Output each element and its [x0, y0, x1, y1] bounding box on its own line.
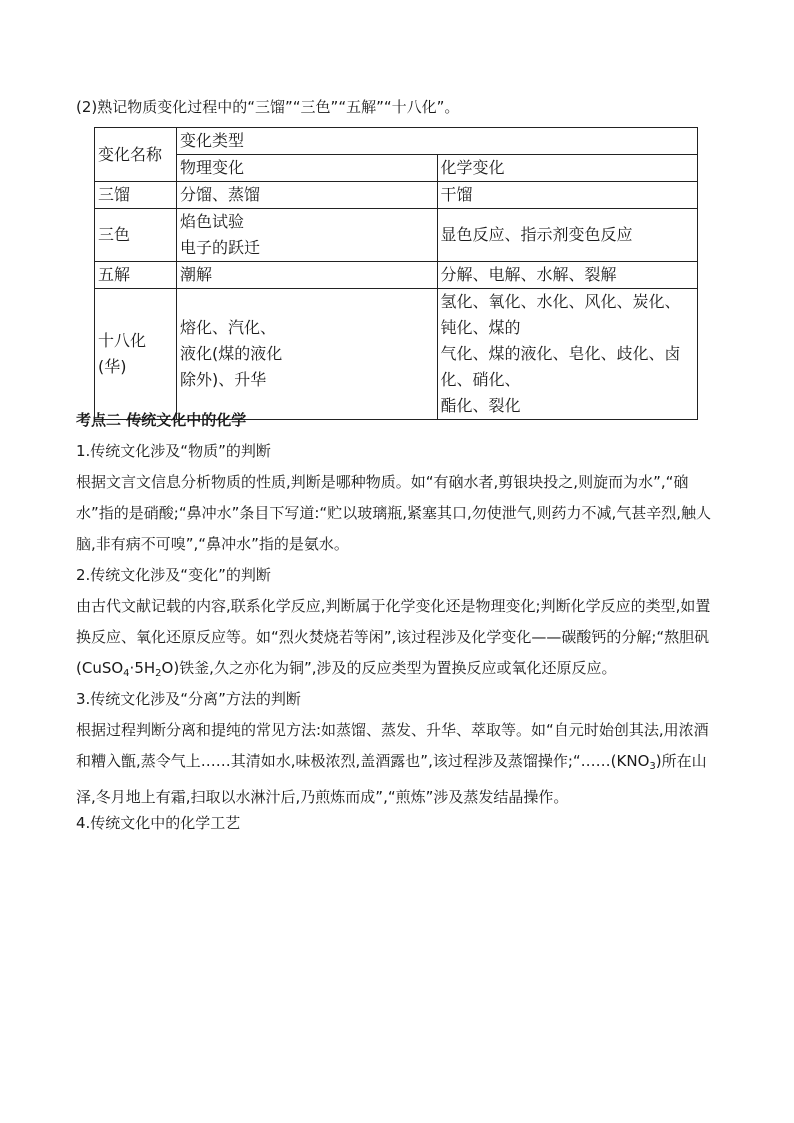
- section-4-heading: 4.传统文化中的化学工艺: [76, 814, 241, 832]
- table-row: [95, 209, 698, 262]
- row-chem-cell: [437, 262, 698, 289]
- header-chemical-change: 化学变化: [437, 155, 698, 182]
- change-type-table: [94, 127, 698, 420]
- text-run: 根据过程判断分离和提纯的常见方法:如蒸馏、蒸发、升华、萃取等。如“自元时始创其法,用浓酒和糟入甑,蒸令气上……其清如水,味极浓烈,盖酒露也”,该过程涉及蒸馏操作;“……(KNO: [76, 721, 709, 770]
- table-row: [95, 262, 698, 289]
- section-1-heading: 1.传统文化涉及“物质”的判断: [76, 442, 271, 460]
- cell-line: 电子的跃迁: [180, 238, 261, 257]
- cell-line: 熔化、汽化、: [180, 318, 277, 337]
- row-phys-cell: [177, 182, 438, 209]
- row-name-cell: [95, 182, 177, 209]
- cell-line: 显色反应、指示剂变色反应: [440, 225, 633, 244]
- section-2-body: [76, 591, 720, 689]
- cell-line: 五解: [98, 265, 131, 284]
- text-run: ·5H: [129, 659, 156, 677]
- cell-line: 分馏、蒸馏: [180, 185, 261, 204]
- text-run: )所在山泽,冬月地上有霜,扫取以水淋汁后,乃煎炼而成”,“煎炼”涉及蒸发结晶操作。: [76, 752, 707, 806]
- cell-line: 酯化、裂化: [440, 396, 521, 415]
- section-3-heading: 3.传统文化涉及“分离”方法的判断: [76, 690, 301, 708]
- row-name-cell: [95, 289, 177, 420]
- row-name-cell: [95, 209, 177, 262]
- text-run: 由古代文献记载的内容,联系化学反应,判断属于化学变化还是物理变化;判断化学反应的类型,如置换反应、氧化还原反应等。如“烈火焚烧若等闲”,该过程涉及化学变化——碳酸钙的分解;“熬胆矾(CuSO: [76, 597, 711, 677]
- cell-line: 焰色试验: [180, 212, 245, 231]
- subscript: 2: [155, 668, 162, 679]
- row-phys-cell: [177, 262, 438, 289]
- row-chem-cell: [437, 182, 698, 209]
- cell-line: 潮解: [180, 265, 213, 284]
- cell-line: 氢化、氧化、水化、风化、炭化、钝化、煤的: [440, 292, 681, 337]
- section-1-body: 根据文言文信息分析物质的性质,判断是哪种物质。如“有硇水者,剪银块投之,则旋而为水”,“硇水”指的是硝酸;“鼻冲水”条目下写道:“贮以玻璃瓶,紧塞其口,勿使泄气,则药力不减,气甚辛烈,触人脑,非有病不可嗅”,“鼻冲水”指的是氨水。: [76, 473, 712, 553]
- row-phys-cell: [177, 289, 438, 420]
- row-chem-cell: [437, 289, 698, 420]
- header-physical-change: 物理变化: [177, 155, 438, 182]
- row-name-cell: [95, 262, 177, 289]
- section-3-body: [76, 715, 720, 813]
- subscript: 3: [649, 761, 656, 772]
- header-change-name: 变化名称: [95, 128, 177, 182]
- intro-text: (2)熟记物质变化过程中的“三馏”“三色”“五解”“十八化”。: [76, 98, 460, 116]
- cell-line: 气化、煤的液化、皂化、歧化、卤化、硝化、: [440, 344, 681, 389]
- cell-line: 除外)、升华: [180, 370, 267, 389]
- subscript: 4: [123, 668, 130, 679]
- cell-line: (华): [98, 357, 127, 376]
- cell-line: 十八化: [98, 331, 147, 350]
- table-row: [95, 289, 698, 420]
- cell-line: 三色: [98, 225, 131, 244]
- header-change-type: 变化类型: [177, 128, 698, 155]
- cell-line: 分解、电解、水解、裂解: [440, 265, 617, 284]
- cell-line: 干馏: [440, 185, 473, 204]
- row-phys-cell: [177, 209, 438, 262]
- row-chem-cell: [437, 209, 698, 262]
- text-run: O)铁釜,久之亦化为铜”,涉及的反应类型为置换反应或氧化还原反应。: [161, 659, 617, 677]
- cell-line: 三馏: [98, 185, 131, 204]
- section-title: 考点二 传统文化中的化学: [76, 411, 247, 429]
- table-row: [95, 182, 698, 209]
- section-2-heading: 2.传统文化涉及“变化”的判断: [76, 566, 271, 584]
- cell-line: 液化(煤的液化: [180, 344, 283, 363]
